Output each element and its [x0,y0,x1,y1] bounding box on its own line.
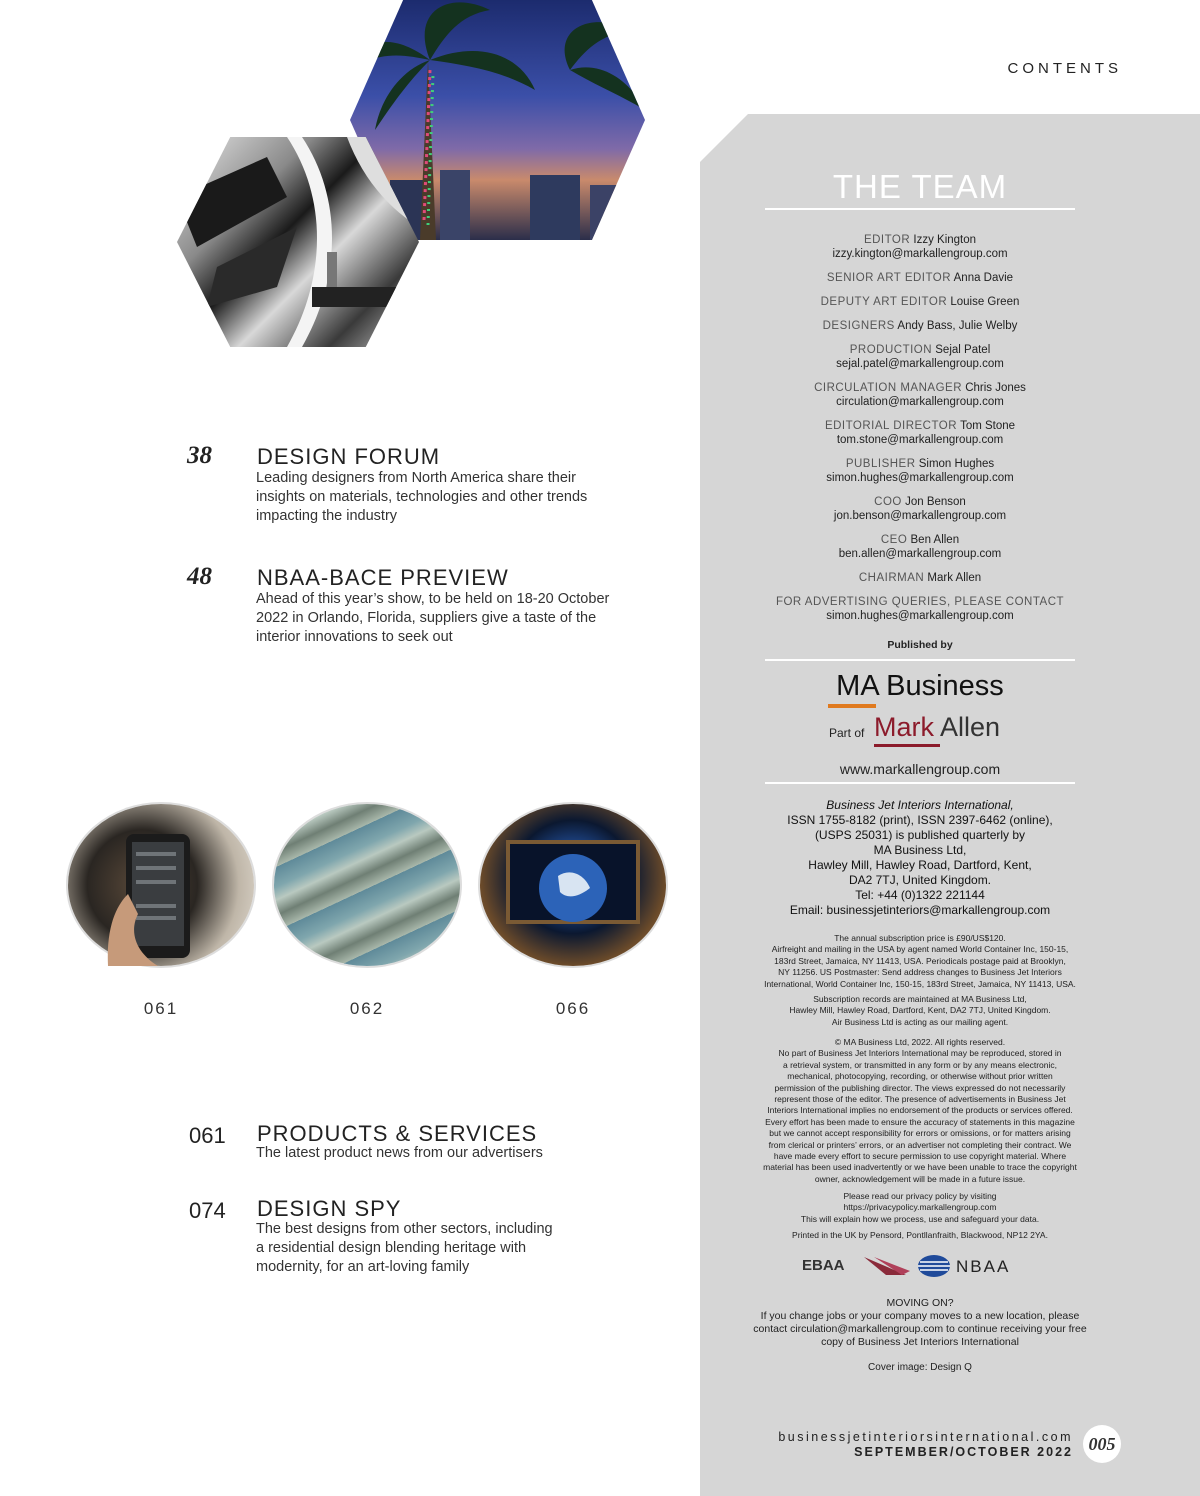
globe-screen-illustration [480,804,666,966]
team-name: Anna Davie [953,272,1014,284]
fine-print-line: No part of Business Jet Interiors International may be reproduced, stored in [778,1048,1062,1059]
toc-page-number: 074 [189,1198,226,1223]
fine-print-line: Every effort has been made to ensure the accuracy of statements in this magazine [765,1116,1075,1127]
fine-print-line: Airfreight and mailing in the USA by agent named World Container Inc, 150-15, [771,944,1069,955]
toc-page-number: 48 [187,563,212,590]
team-heading: THE TEAM [832,168,1008,205]
team-list [740,233,1100,633]
pub-info-line: MA Business Ltd, [873,843,967,857]
team-entry [740,233,1100,261]
issue-date: SEPTEMBER/OCTOBER 2022 [854,1445,1073,1459]
toc-title[interactable]: PRODUCTS & SERVICES [257,1121,538,1146]
team-role: EDITORIAL DIRECTOR [824,420,958,432]
toc-description-line: Leading designers from North America share their [256,470,576,486]
toc-title[interactable]: DESIGN SPY [257,1196,402,1221]
mark-allen-logo-allen: Allen [940,712,1001,742]
team-role: COO [874,496,902,508]
pub-info-line: Hawley Mill, Hawley Road, Dartford, Kent, [808,858,1032,872]
team-email[interactable]: sejal.patel@markallengroup.com [836,358,1004,370]
fine-print-line: but we cannot accept responsibility for errors or omissions, or for matters arising [769,1128,1071,1139]
team-name: Tom Stone [960,420,1016,432]
toc-description [256,1144,616,1163]
fine-print-line: Interiors International implies no endorsement of the products or services offered. [767,1105,1073,1116]
fine-print-line: mechanical, photocopying, recording, or otherwise without prior written [787,1071,1053,1082]
toc-description-line: interior innovations to seek out [256,629,453,645]
team-entry [740,457,1100,485]
toc-page-number: 061 [189,1123,226,1148]
toc-description-line: 2022 in Orlando, Florida, suppliers give a taste of the [256,610,597,626]
divider [765,782,1075,784]
fine-print-line: Hawley Mill, Hawley Road, Dartford, Kent, DA2 7TJ, United Kingdom. [789,1005,1051,1016]
footer-website[interactable]: businessjetinteriorsinternational.com [778,1430,1073,1444]
page-number: 005 [1083,1425,1121,1463]
toc-description-line: Ahead of this year’s show, to be held on 18-20 October [256,591,610,607]
copyright-info [745,1037,1095,1185]
team-role: CHAIRMAN [858,572,925,584]
team-entry [740,271,1100,285]
pub-info-line: DA2 7TJ, United Kingdom. [848,873,992,887]
fine-print-line: Please read our privacy policy by visiting [843,1191,997,1201]
privacy-info [745,1191,1095,1225]
team-role: SENIOR ART EDITOR [826,272,952,284]
team-name: Chris Jones [965,382,1026,394]
fine-print-line: © MA Business Ltd, 2022. All rights reserved. [834,1037,1006,1047]
fine-print-line: International, World Container Inc, 150-15, 183rd Street, Jamaica, NY 11413, USA. [764,978,1076,989]
privacy-link[interactable]: https://privacypolicy.markallengroup.com [843,1202,997,1213]
published-by-label: Published by [887,639,953,651]
team-name: Mark Allen [927,572,982,584]
moving-on-heading: MOVING ON? [886,1297,954,1309]
team-name: Izzy Kington [913,234,977,246]
team-role: FOR ADVERTISING QUERIES, PLEASE CONTACT [775,596,1065,608]
nbaa-logo-text: NBAA [956,1257,1011,1276]
records-info [745,994,1095,1028]
ebaa-logo-text: EBAA [802,1257,845,1274]
subscription-info [745,933,1095,990]
toc-description-line: The best designs from other sectors, including [256,1221,553,1237]
cover-credit: Cover image: Design Q [868,1362,972,1373]
fine-print-line: owner, acknowledgement will be made in a future issue. [814,1173,1026,1184]
mark-allen-logo-mark: Mark [874,712,934,742]
team-name: Jon Benson [905,496,966,508]
team-email[interactable]: simon.hughes@markallengroup.com [826,472,1014,484]
toc-description-line: The latest product news from our advertisers [256,1145,543,1161]
toc-description [256,469,616,526]
fine-print-line: The annual subscription price is £90/US$120. [834,933,1006,943]
pub-info-line: Tel: +44 (0)1322 221144 [855,888,985,902]
team-email[interactable]: jon.benson@markallengroup.com [833,510,1007,522]
fine-print-line: represent those of the editor. The presence of advertisements in Business Jet [774,1094,1066,1105]
divider [765,208,1075,210]
nbaa-logo-mark [918,1253,1048,1279]
team-entry [740,419,1100,447]
team-name: Andy Bass, Julie Welby [897,320,1018,332]
moving-on-line: If you change jobs or your company moves to a new location, please [760,1310,1080,1322]
fine-print-line: Subscription records are maintained at MA Business Ltd, [813,994,1027,1004]
mark-allen-logo-accent [874,744,940,747]
team-name: Simon Hughes [918,458,995,470]
publisher-website-link[interactable]: www.markallengroup.com [839,761,1001,777]
team-email[interactable]: ben.allen@markallengroup.com [838,548,1002,560]
team-entry [740,343,1100,371]
publication-info [745,798,1095,918]
team-entry [740,595,1100,623]
toc-description-line: modernity, for an art-loving family [256,1259,470,1275]
fine-print-line: permission of the publishing director. The views expressed do not necessarily [774,1082,1066,1093]
part-of-label: Part of [829,726,865,740]
ma-business-logo-accent [828,704,876,708]
team-name: Ben Allen [910,534,960,546]
fine-print-line: from clerical or printers’ errors, or an advertiser not completing their contract. We [768,1139,1072,1150]
team-entry [740,495,1100,523]
team-entry [740,533,1100,561]
team-role: DESIGNERS [822,320,895,332]
toc-title[interactable]: NBAA-BACE PREVIEW [257,565,509,590]
fine-print-line: This will explain how we process, use and safeguard your data. [800,1213,1040,1224]
divider [765,659,1075,661]
fine-print-line: Air Business Ltd is acting as our mailing agent. [831,1016,1009,1027]
team-email[interactable]: simon.hughes@markallengroup.com [826,610,1014,622]
team-entry [740,295,1100,309]
moving-on-line: contact circulation@markallengroup.com to continue receiving your free [753,1323,1087,1335]
pub-info-line: (USPS 25031) is published quarterly by [814,828,1026,842]
toc-description-line: impacting the industry [256,508,398,524]
toc-description-line: a residential design blending heritage with [256,1240,527,1256]
toc-description [256,590,616,647]
team-entry [740,381,1100,409]
thumbnail-globe-screen[interactable] [480,804,666,966]
phone-illustration [68,804,254,966]
moving-on-notice [745,1297,1095,1349]
team-entry [740,319,1100,333]
team-role: PRODUCTION [849,344,933,356]
toc-title[interactable]: DESIGN FORUM [257,444,441,469]
fine-print-line: NY 11256. US Postmaster: Send address changes to Business Jet Interiors [778,967,1062,978]
team-name: Louise Green [950,296,1020,308]
team-role: CEO [880,534,908,546]
moving-on-line: copy of Business Jet Interiors International [821,1336,1019,1348]
toc-description [256,1220,616,1277]
team-entry [740,571,1100,585]
thumbnail-label: 066 [555,999,591,1018]
fine-print-line: material has been used inadvertently or we have been unable to trace the copyright [763,1162,1077,1173]
toc-page-number: 38 [187,442,212,469]
ebaa-logo [802,1253,912,1279]
fine-print-line: 183rd Street, Jamaica, NY 11413, USA. Periodicals postage paid at Brooklyn, [774,955,1066,966]
pub-info-line[interactable]: Email: businessjetinteriors@markallengroup.com [789,903,1051,917]
ebaa-logo-mark [802,1253,912,1279]
fine-print-line: a retrieval system, or transmitted in any form or by any means electronic, [783,1059,1057,1070]
team-role: CIRCULATION MANAGER [814,382,963,394]
team-role: DEPUTY ART EDITOR [820,296,948,308]
team-name: Sejal Patel [935,344,991,356]
magazine-name: Business Jet Interiors International, [826,798,1014,812]
team-role: PUBLISHER [845,458,916,470]
pub-info-line: ISSN 1755-8182 (print), ISSN 2397-6462 (online), [787,813,1053,827]
thumbnail-fabrics[interactable] [274,804,460,966]
team-email[interactable]: tom.stone@markallengroup.com [836,434,1004,446]
fine-print-line: have made every effort to secure permission to use copyright material. Where [773,1151,1067,1162]
thumbnail-label: 062 [349,999,385,1018]
printer-info: Printed in the UK by Pensord, Pontllanfraith, Blackwood, NP12 2YA. [792,1230,1048,1240]
mark-allen-logo [874,712,1000,743]
thumbnail-phone-app[interactable] [68,804,254,966]
team-email[interactable]: izzy.kington@markallengroup.com [832,248,1008,260]
section-label: CONTENTS [1007,60,1122,77]
ma-business-logo: MA Business [836,670,1004,702]
team-role: EDITOR [863,234,911,246]
nbaa-logo [918,1253,1048,1279]
thumbnail-label: 061 [143,999,179,1018]
toc-description-line: insights on materials, technologies and other trends [256,489,588,505]
team-email[interactable]: circulation@markallengroup.com [836,396,1004,408]
